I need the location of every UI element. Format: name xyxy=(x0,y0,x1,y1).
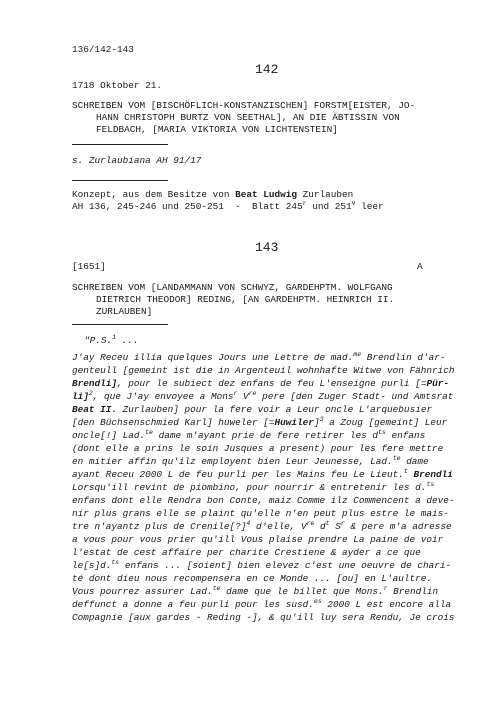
letter-line: le[s]d.$^{ts}$ enfans ... [soient] bien elevez c'est une oeuvre de chari- xyxy=(72,558,452,571)
document-year: [1651] xyxy=(72,261,106,272)
section-divider xyxy=(72,180,168,181)
document-number-142: 142 xyxy=(255,62,279,77)
document-title-line: SCHREIBEN VOM [LANDAMMANN VON SCHWYZ, GARDEHPTM. WOLFGANG xyxy=(72,282,393,293)
document-marker: A xyxy=(417,261,423,272)
letter-line: deffunct a donne a feu purli pour les susd.$^{es}$ 2000 L est encore alla xyxy=(72,597,452,610)
section-divider xyxy=(72,324,168,325)
document-number-143: 143 xyxy=(255,240,279,255)
letter-line: oncle[!] Lad.$^{te}$ dame m'ayant prie de fere retirer les $d^{ts}$ enfans xyxy=(72,428,426,441)
document-title-line: HANN CHRISTOPH BURTZ VON SEETHAL], AN DIE ÄBTISSIN VON xyxy=(96,112,400,123)
section-divider xyxy=(72,144,168,145)
letter-line: li]$^2$, que J'ay envoyee a Mons$^r$ Vre pere [den Zuger Stadt- und Amtsrat xyxy=(72,389,454,402)
document-title-line: DIETRICH THEODOR] REDING, [AN GARDEHPTM. HEINRICH II. xyxy=(96,294,395,305)
reference-note: s. Zurlaubiana AH 91/17 xyxy=(72,155,202,166)
letter-line: (dont elle a prins le soin Jusques a present) pour les fere mettre xyxy=(72,443,444,454)
document-title-line: FELDBACH, [MARIA VIKTORIA VON LICHTENSTEIN] xyxy=(96,124,338,135)
letter-line: Brendli], pour le subiect dez enfans de feu L'enseigne purli [=Pür- xyxy=(72,378,449,389)
letter-line: tre n'ayantz plus de Crenile[?]$^4$ d'elle, Vre $d^t$ $S^r$ & pere m'a adresse xyxy=(72,519,452,532)
letter-line: nir plus grans elle se plaint qu'elle n'en peut plus estre le mais- xyxy=(72,508,449,519)
letter-line: Lorsqu'ill revint de piombino, pour nourrir & entretenir les d.$^{ts}$ xyxy=(72,480,435,493)
document-date: 1718 Oktober 21. xyxy=(72,80,163,91)
archive-reference: AH 136, 245-246 und 250-251 - Blatt 245$^r$ und 251$^v$ leer xyxy=(72,199,384,212)
letter-line: Beat II. Zurlauben] pour la fere voir a Leur oncle L'arquebusier xyxy=(72,404,433,415)
letter-line: genteull [gemeint ist die in Argenteuil wohnhafte Witwe von Fähnrich xyxy=(72,365,455,376)
page-reference: 136/142-143 xyxy=(72,44,134,55)
letter-line: l'estat de cest affaire per charite Crestiene & ayder a ce que xyxy=(72,547,421,558)
letter-line: té dont dieu nous recompensera en ce Monde ... [ou] en L'aultre. xyxy=(72,573,433,584)
letter-line: [den Büchsenschmied Karl] huweler [=Huwiler]$^3$ a Zoug [gemeint] Leur xyxy=(72,415,448,428)
postscript-heading: "P.S.$^1$ ... xyxy=(84,333,139,346)
letter-line: Compagnie [aux gardes - Reding -], & qu'ill luy sera Rendu, Je crois xyxy=(72,612,455,623)
letter-line: en mitier affin qu'ilz employent bien Leur Jeunesse, Lad.$^{te}$ dame xyxy=(72,454,429,467)
letter-line: enfans dont elle Rendra bon Conte, maiz Comme ilz Commencent a deve- xyxy=(72,495,455,506)
document-title-line: SCHREIBEN VOM [BISCHÖFLICH-KONSTANZISCHEN] FORSTM[EISTER, JO- xyxy=(72,100,416,111)
letter-line: ayant Receu 2000 L de feu purli per les Mains feu Le Lieut.$^t$ Brendli xyxy=(72,467,453,480)
letter-line: Vous pourrez assurer Lad.$^{te}$ dame que le billet que Mons.$^r$ Brendlin xyxy=(72,584,439,597)
letter-line: a vous pour vous prier qu'ill Vous plaise prendre La paine de voir xyxy=(72,534,444,545)
letter-line: J'ay Receu illia quelques Jours une Lettre de mad.$^{me}$ Brendlin d'ar- xyxy=(72,350,446,363)
document-title-line: ZURLAUBEN] xyxy=(96,306,153,317)
source-note: Konzept, aus dem Besitze von Beat Ludwig Zurlauben xyxy=(72,189,354,200)
